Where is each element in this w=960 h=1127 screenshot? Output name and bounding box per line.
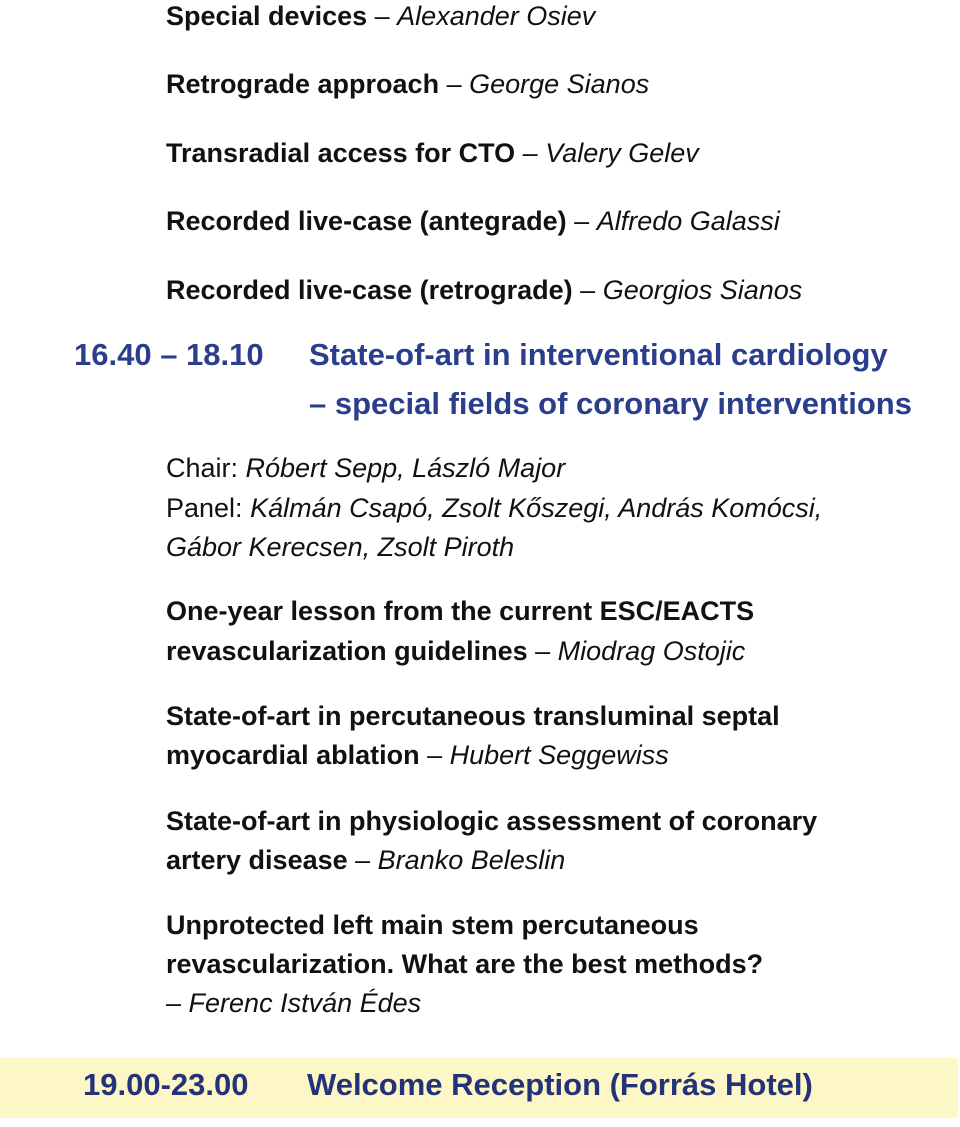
talk-separator: – — [367, 1, 398, 31]
talk-title: Special devices — [166, 1, 368, 31]
talk-title: myocardial ablation — [166, 740, 420, 770]
talk-speaker: George Sianos — [469, 69, 650, 99]
talk-speaker: Valery Gelev — [545, 138, 699, 168]
talk-title: Recorded live-case (retrograde) — [166, 275, 573, 305]
talk-title-line: Unprotected left main stem percutaneous — [166, 910, 699, 940]
talk-title: Recorded live-case (antegrade) — [166, 206, 567, 236]
talk-title: Transradial access for CTO — [166, 138, 516, 168]
talk-item — [166, 638, 745, 665]
talk-item — [166, 71, 649, 98]
talk-item — [166, 208, 780, 235]
talk-separator: – — [515, 138, 546, 168]
talk-separator: – — [566, 206, 597, 236]
session-subtitle: – special fields of coronary interventions — [309, 386, 912, 421]
talk-title: Retrograde approach — [166, 69, 440, 99]
talk-title-line: revascularization. What are the best methods? — [166, 949, 764, 979]
talk-speaker: Hubert Seggewiss — [449, 740, 669, 770]
talk-speaker: Miodrag Ostojic — [557, 636, 746, 666]
talk-separator: – — [419, 740, 450, 770]
talk-speaker: Alfredo Galassi — [596, 206, 780, 236]
panel-names-continued: Gábor Kerecsen, Zsolt Piroth — [166, 532, 515, 562]
talk-separator: – — [439, 69, 470, 99]
talk-separator: – — [166, 988, 189, 1018]
talk-speaker: Ferenc István Édes — [188, 988, 422, 1018]
talk-item — [166, 847, 565, 874]
chair-label: Chair: — [166, 453, 246, 483]
talk-title-line: State-of-art in physiologic assessment of coronary — [166, 806, 818, 836]
footer-title: Welcome Reception (Forrás Hotel) — [307, 1067, 813, 1102]
session-title: State-of-art in interventional cardiology — [309, 337, 888, 372]
talk-item — [166, 277, 802, 304]
panel-label: Panel: — [166, 493, 251, 523]
session-time: 16.40 – 18.10 — [74, 337, 264, 372]
talk-title: artery disease — [166, 845, 348, 875]
talk-title: revascularization guidelines — [166, 636, 528, 666]
talk-item — [166, 990, 421, 1017]
talk-speaker: Georgios Sianos — [602, 275, 803, 305]
session-chair — [166, 455, 565, 482]
panel-names: Kálmán Csapó, Zsolt Kőszegi, András Komócsi, — [250, 493, 823, 523]
talk-speaker: Branko Beleslin — [377, 845, 566, 875]
talk-separator: – — [527, 636, 558, 666]
talk-item — [166, 3, 595, 30]
talk-item — [166, 140, 699, 167]
talk-separator: – — [572, 275, 603, 305]
talk-separator: – — [347, 845, 378, 875]
talk-title-line: One-year lesson from the current ESC/EACTS — [166, 596, 755, 626]
talk-item — [166, 742, 669, 769]
session-panel — [166, 495, 822, 522]
footer-time: 19.00-23.00 — [83, 1067, 249, 1102]
chair-names: Róbert Sepp, László Major — [245, 453, 566, 483]
talk-speaker: Alexander Osiev — [397, 1, 596, 31]
talk-title-line: State-of-art in percutaneous transluminal septal — [166, 701, 780, 731]
